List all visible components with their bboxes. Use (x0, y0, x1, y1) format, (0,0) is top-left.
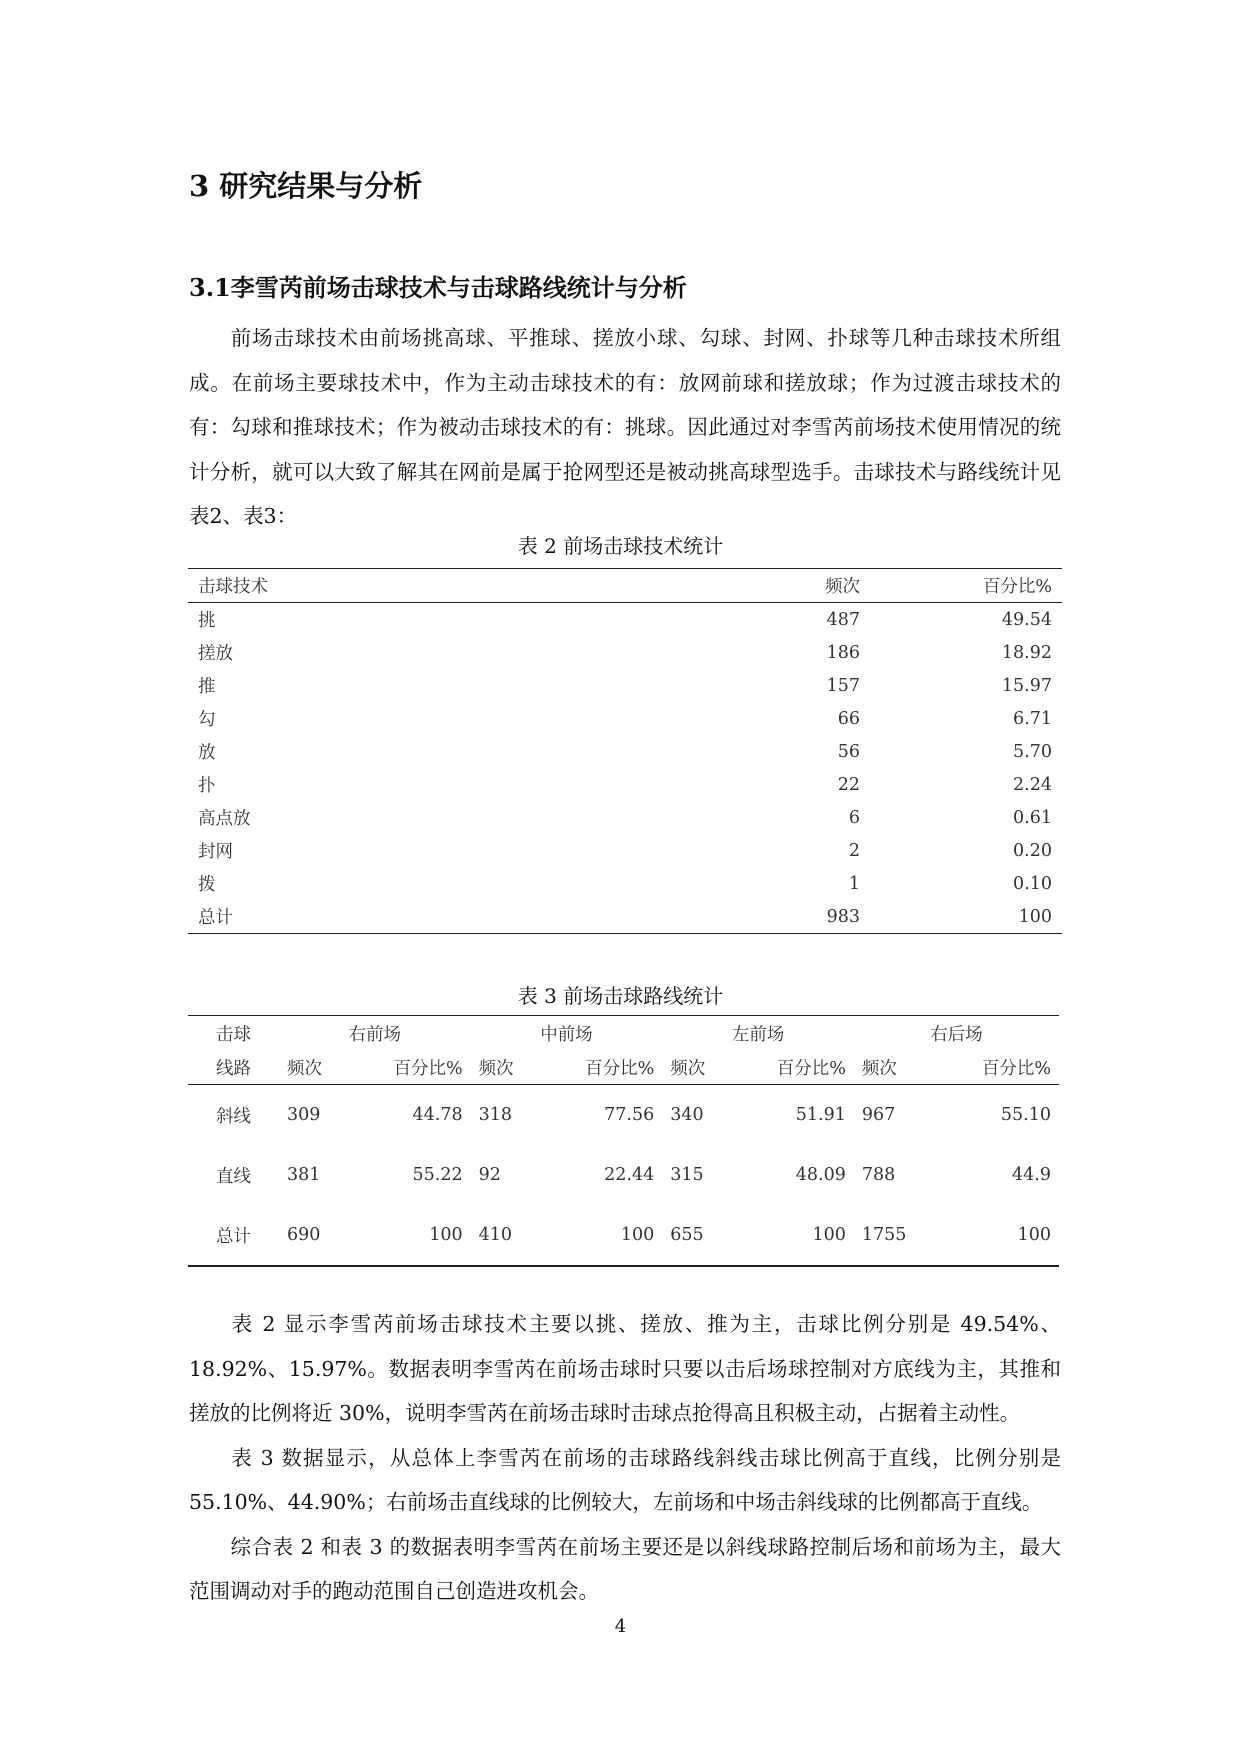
table3-cell-percent: 77.56 (604, 1105, 655, 1125)
table2-cell-percent: 100 (1018, 906, 1052, 927)
table3-header-row-bottom (188, 1050, 1059, 1085)
table3-header-percent: 百分比% (939, 1050, 1059, 1085)
table3-header-percent: 百分比% (542, 1050, 662, 1085)
table3-cell-frequency: 381 (287, 1165, 321, 1185)
table3-cell-percent: 48.09 (795, 1165, 846, 1185)
table3-cell-percent: 22.44 (604, 1165, 655, 1185)
table-row (188, 900, 1062, 934)
table3-cell-route: 直线 (216, 1166, 251, 1187)
table3-header-route-top: 击球 (216, 1024, 251, 1045)
table2-cell-technique: 推 (198, 677, 216, 697)
table2-technique-stats (188, 568, 1062, 934)
table2-cell-technique: 勾 (198, 710, 216, 730)
table3-header-right-back: 右后场 (930, 1024, 983, 1045)
table3-cell-percent: 51.91 (795, 1105, 846, 1125)
table3-cell-percent: 100 (620, 1225, 655, 1245)
table3-cell-route: 总计 (216, 1226, 251, 1247)
table3-header-percent: 百分比% (351, 1050, 471, 1085)
table3-cell-percent: 100 (429, 1225, 463, 1245)
table2-cell-frequency: 186 (826, 642, 860, 663)
table3-header-right-front: 右前场 (348, 1024, 402, 1045)
table3-header-frequency: 频次 (279, 1050, 351, 1085)
table2-cell-percent: 15.97 (1001, 675, 1052, 696)
table3-cell-route: 斜线 (216, 1106, 251, 1127)
section-heading: 3 研究结果与分析 (189, 169, 423, 203)
table3-cell-percent: 44.78 (412, 1105, 463, 1125)
table2-cell-technique: 拨 (198, 875, 216, 895)
table3-header-frequency: 频次 (471, 1050, 543, 1085)
table2-cell-frequency: 487 (826, 609, 860, 630)
table-row (188, 702, 1062, 735)
table3-caption: 表 3 前场击球路线统计 (517, 984, 724, 1008)
table3-cell-percent: 44.9 (1012, 1165, 1051, 1185)
table-row (188, 603, 1062, 637)
table2-cell-frequency: 2 (848, 840, 860, 861)
table-row (188, 801, 1062, 834)
page-number: 4 (614, 1616, 627, 1637)
table3-header-mid-front: 中前场 (540, 1024, 593, 1045)
table-row (188, 735, 1062, 768)
table3-cell-frequency: 690 (287, 1225, 321, 1245)
table2-cell-frequency: 983 (826, 906, 860, 927)
table3-header-percent: 百分比% (734, 1050, 854, 1085)
table3-cell-frequency: 655 (670, 1225, 704, 1245)
table3-cell-percent: 100 (812, 1225, 846, 1245)
table3-cell-frequency: 92 (478, 1165, 501, 1185)
table2-cell-technique: 高点放 (198, 809, 251, 829)
table2-cell-percent: 0.20 (1013, 840, 1052, 861)
table2-header-frequency: 频次 (690, 569, 872, 603)
table3-cell-percent: 100 (1017, 1225, 1051, 1245)
table2-cell-technique: 搓放 (198, 644, 233, 664)
table-row (188, 636, 1062, 669)
analysis-paragraph-table2: 表 2 显示李雪芮前场击球技术主要以挑、搓放、推为主，击球比例分别是 49.54%、18.92%、15.97%。数据表明李雪芮在前场击球时只要以击后场球控制对方底线为主，其推和搓放的比例将近 30%，说明李雪芮在前场击球时击球点抢得高且积极主动，占据着主动性。 (189, 1312, 1061, 1425)
table3-header-frequency: 频次 (854, 1050, 939, 1085)
table3-header-route-bottom: 线路 (188, 1050, 279, 1085)
table3-route-stats (188, 1015, 1059, 1267)
table2-cell-percent: 6.71 (1013, 708, 1052, 729)
table3-header-frequency: 频次 (662, 1050, 734, 1085)
table3-cell-frequency: 967 (861, 1105, 896, 1125)
table2-cell-frequency: 1 (848, 873, 860, 894)
table2-cell-frequency: 6 (848, 807, 860, 828)
table2-header-row (188, 569, 1062, 603)
subsection-heading: 3.1李雪芮前场击球技术与击球路线统计与分析 (189, 273, 687, 302)
table-row (188, 1085, 1059, 1146)
table2-cell-technique: 扑 (198, 776, 216, 796)
intro-paragraph (189, 316, 1061, 539)
table-row (188, 768, 1062, 801)
table3-cell-frequency: 315 (670, 1165, 704, 1185)
table3-cell-percent: 55.10 (1000, 1105, 1051, 1125)
intro-paragraph-text: 前场击球技术由前场挑高球、平推球、搓放小球、勾球、封网、扑球等几种击球技术所组成。在前场主要球技术中，作为主动击球技术的有：放网前球和搓放球；作为过渡击球技术的有：勾球和推球技术；作为被动击球技术的有：挑球。因此通过对李雪芮前场技术使用情况的统计分析，就可以大致了解其在网前是属于抢网型还是被动挑高球型选手。击球技术与路线统计见表2、表3： (189, 326, 1061, 528)
table2-header-percent: 百分比% (872, 569, 1062, 603)
table-row (188, 834, 1062, 867)
table3-cell-frequency: 1755 (861, 1225, 907, 1245)
table2-header-technique: 击球技术 (188, 569, 690, 603)
table2-cell-percent: 49.54 (1001, 609, 1052, 630)
table3-body (188, 1085, 1059, 1267)
table3-header-left-front: 左前场 (731, 1024, 785, 1045)
table-row (188, 1205, 1059, 1266)
table2-cell-frequency: 56 (837, 741, 860, 762)
table3-header-row-top (188, 1016, 1059, 1051)
table2-cell-percent: 18.92 (1001, 642, 1052, 663)
table2-cell-frequency: 66 (837, 708, 860, 729)
analysis-paragraph-table3: 表 3 数据显示，从总体上李雪芮在前场的击球路线斜线击球比例高于直线，比例分别是55.10%、44.90%；右前场击直线球的比例较大，左前场和中场击斜线球的比例都高于直线。 (189, 1445, 1061, 1514)
analysis-paragraphs (189, 1302, 1061, 1614)
table2-cell-technique: 封网 (198, 842, 233, 862)
table-row (188, 669, 1062, 702)
table2-cell-technique: 总计 (198, 908, 233, 928)
table-row (188, 867, 1062, 900)
table3-cell-frequency: 340 (670, 1105, 704, 1125)
table3-cell-frequency: 410 (478, 1225, 513, 1245)
table3-cell-frequency: 318 (478, 1105, 513, 1125)
table2-cell-frequency: 157 (826, 675, 860, 696)
table3-cell-frequency: 309 (287, 1105, 321, 1125)
table2-body (188, 603, 1062, 934)
table2-cell-technique: 挑 (198, 611, 216, 631)
table2-cell-frequency: 22 (837, 774, 860, 795)
table2-caption: 表 2 前场击球技术统计 (517, 534, 724, 558)
table2-cell-percent: 5.70 (1013, 741, 1052, 762)
table3-cell-frequency: 788 (861, 1165, 896, 1185)
table-row (188, 1145, 1059, 1205)
table2-cell-technique: 放 (198, 743, 216, 763)
conclusion-paragraph: 综合表 2 和表 3 的数据表明李雪芮在前场主要还是以斜线球路控制后场和前场为主，最大范围调动对手的跑动范围自己创造进攻机会。 (189, 1534, 1061, 1603)
table2-cell-percent: 0.10 (1013, 873, 1052, 894)
table3-cell-percent: 55.22 (412, 1165, 463, 1185)
table2-cell-percent: 2.24 (1013, 774, 1052, 795)
table2-cell-percent: 0.61 (1013, 807, 1052, 828)
